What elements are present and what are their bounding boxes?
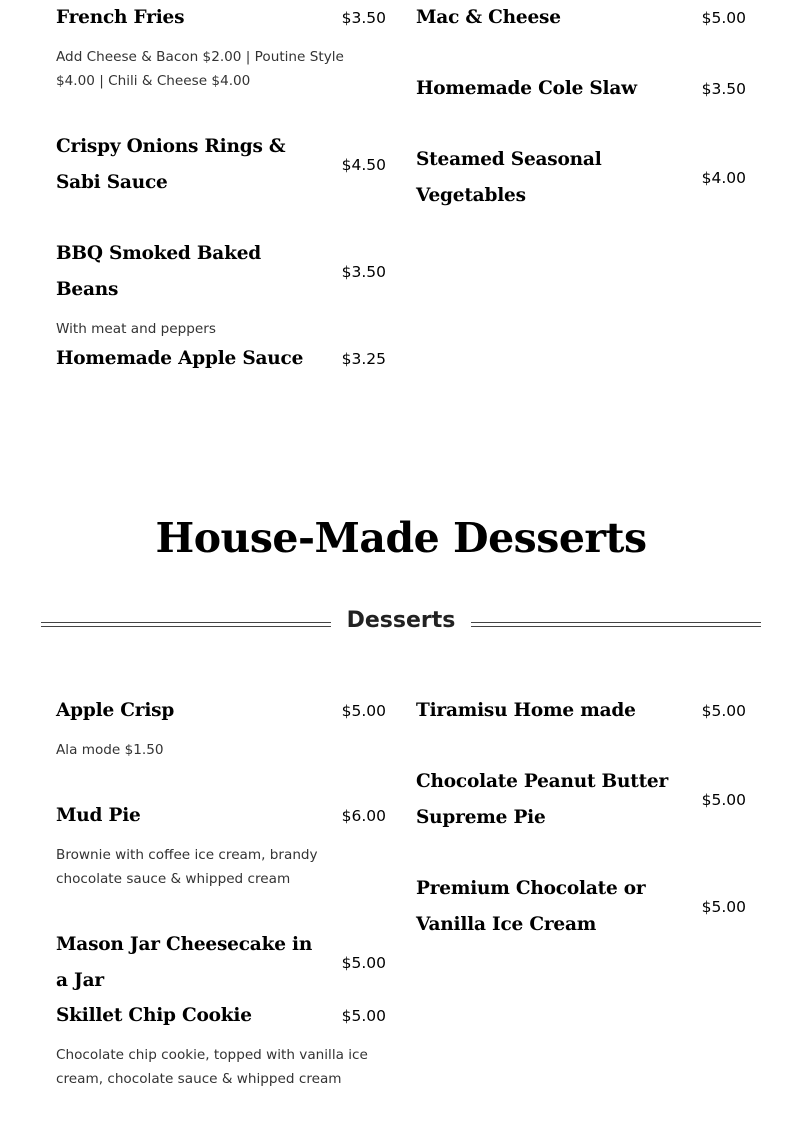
item-price: $3.25 <box>341 350 386 368</box>
item-name: Chocolate Peanut Butter Supreme Pie <box>416 771 669 828</box>
item-price: $4.00 <box>701 169 746 187</box>
subsection-label: Desserts <box>346 608 456 633</box>
item-price: $3.50 <box>341 9 386 27</box>
item-name: Tiramisu Home made <box>416 700 636 721</box>
item-name: Crispy Onions Rings & Sabi Sauce <box>56 136 286 193</box>
section-title: House-Made Desserts <box>155 514 647 562</box>
item-name: Apple Crisp <box>56 700 175 721</box>
item-price: $5.00 <box>701 898 746 916</box>
item-description: Brownie with coffee ice cream, brandy chocolate sauce & whipped cream <box>56 847 318 887</box>
item-name: Mud Pie <box>56 805 141 826</box>
item-name: Homemade Apple Sauce <box>56 348 304 369</box>
divider-rule-right <box>471 622 761 627</box>
menu-item <box>56 341 386 377</box>
menu-item <box>56 927 386 999</box>
item-name: Steamed Seasonal Vegetables <box>416 149 602 206</box>
menu-item <box>416 142 746 214</box>
item-price: $3.50 <box>341 263 386 281</box>
menu-item <box>56 236 386 341</box>
item-price: $6.00 <box>341 807 386 825</box>
item-name: Premium Chocolate or Vanilla Ice Cream <box>416 878 646 935</box>
item-price: $5.00 <box>341 702 386 720</box>
menu-item <box>56 998 386 1091</box>
menu-item <box>56 693 386 762</box>
menu-item <box>56 129 386 201</box>
item-name: Homemade Cole Slaw <box>416 78 637 99</box>
menu-item <box>416 764 746 836</box>
menu-item <box>56 0 386 93</box>
item-name: French Fries <box>56 7 185 28</box>
item-price: $5.00 <box>341 1007 386 1025</box>
item-price: $3.50 <box>701 80 746 98</box>
menu-item <box>56 798 386 891</box>
item-name: Mason Jar Cheesecake in a Jar <box>56 934 313 991</box>
item-name: Skillet Chip Cookie <box>56 1005 252 1026</box>
section-divider <box>41 604 761 640</box>
item-description: Ala mode $1.50 <box>56 742 164 758</box>
item-price: $5.00 <box>341 954 386 972</box>
menu-item <box>416 693 746 729</box>
item-price: $5.00 <box>701 9 746 27</box>
item-price: $5.00 <box>701 702 746 720</box>
menu-item <box>416 71 746 107</box>
menu-item <box>416 871 746 943</box>
item-price: $5.00 <box>701 791 746 809</box>
item-name: BBQ Smoked Baked Beans <box>56 243 262 300</box>
item-description: Add Cheese & Bacon $2.00 | Poutine Style $4.00 | Chili & Cheese $4.00 <box>56 49 344 89</box>
item-price: $4.50 <box>341 156 386 174</box>
item-name: Mac & Cheese <box>416 7 561 28</box>
item-description: Chocolate chip cookie, topped with vanilla ice cream, chocolate sauce & whipped cream <box>56 1047 368 1087</box>
item-description: With meat and peppers <box>56 321 216 337</box>
menu-item <box>416 0 746 36</box>
